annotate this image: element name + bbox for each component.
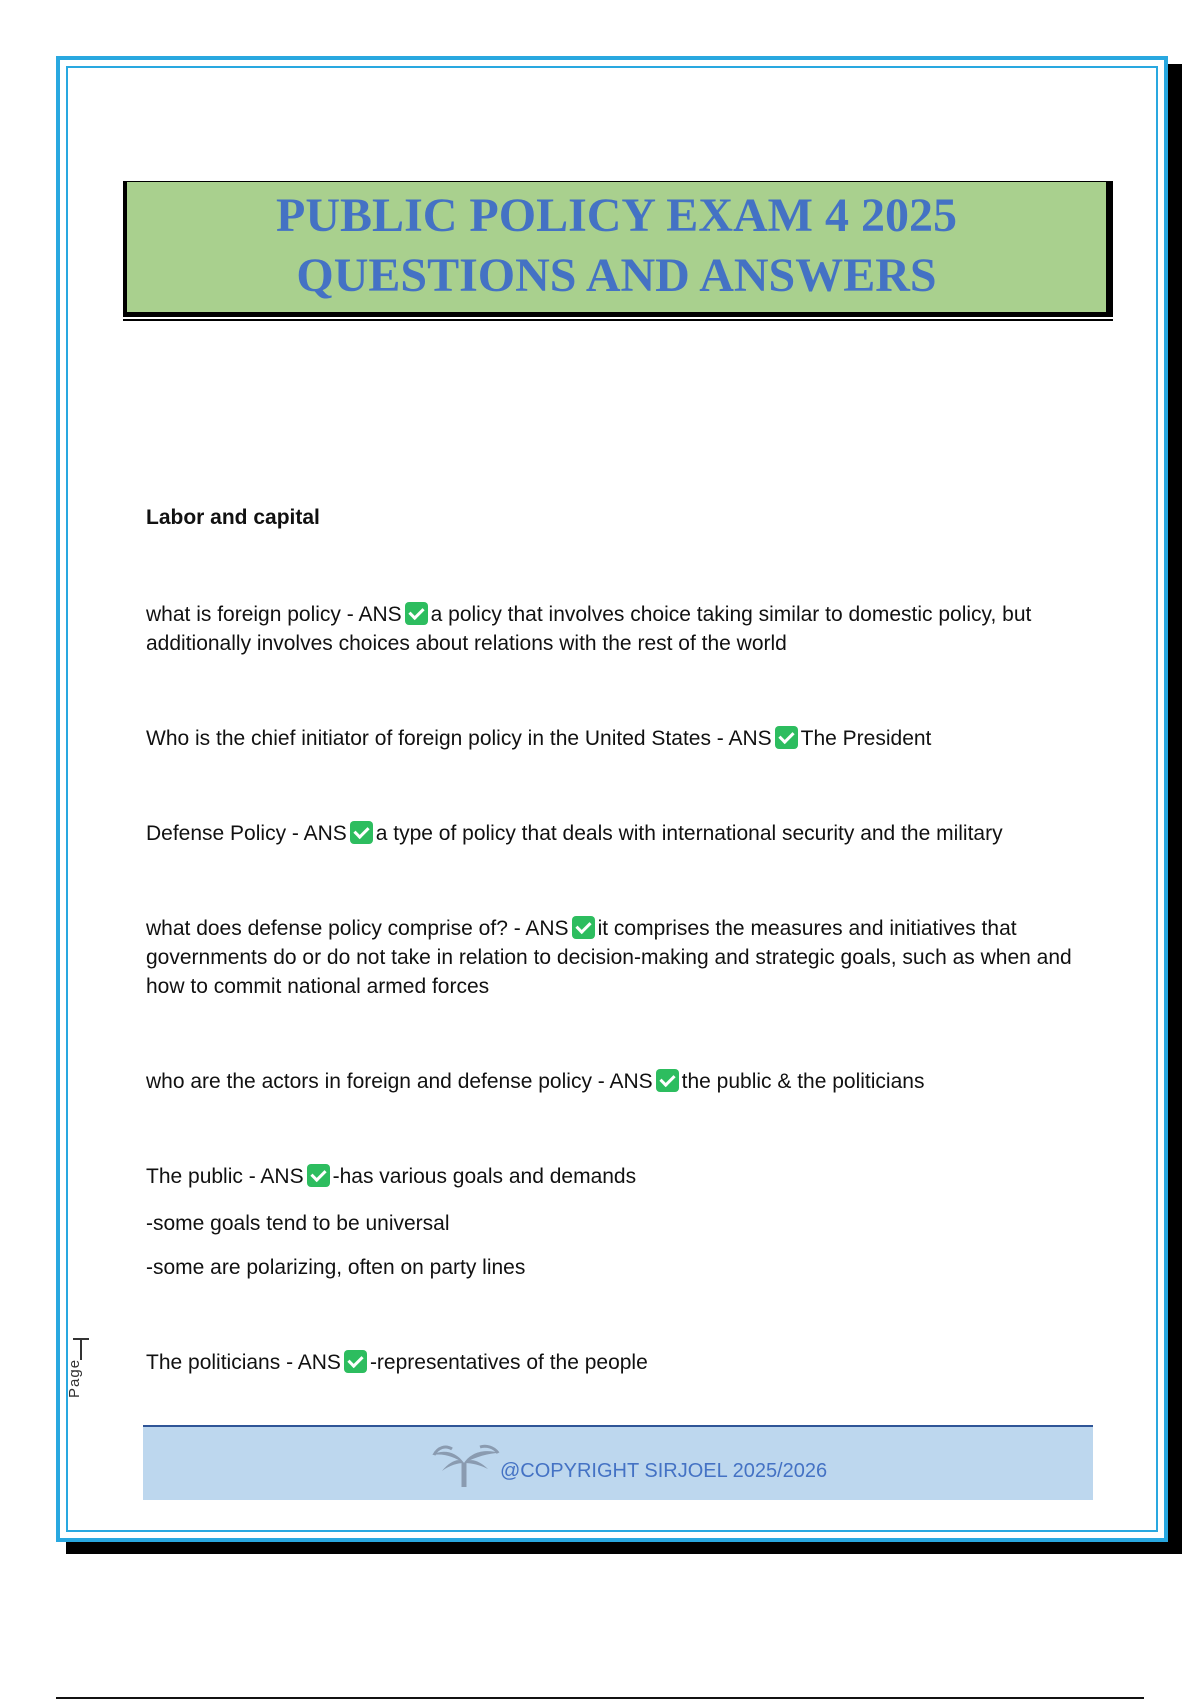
qa-item — [146, 1348, 1086, 1377]
green-checkmark-icon — [350, 821, 373, 844]
green-checkmark-icon — [307, 1164, 330, 1187]
answer-text: a policy that involves choice taking similar to domestic policy, but additionally involves choices about relations with the rest of the world — [146, 603, 1032, 655]
section-heading: Labor and capital — [146, 506, 320, 529]
page-number-marker — [80, 1338, 82, 1360]
title-line-1: PUBLIC POLICY EXAM 4 2025 — [276, 189, 957, 242]
qa-item — [146, 600, 1086, 658]
qa-item — [146, 1162, 1086, 1191]
answer-extra-line: -some goals tend to be universal — [146, 1212, 450, 1235]
answer-marker: ANS — [303, 822, 347, 845]
question-text: who are the actors in foreign and defense policy - — [146, 1070, 610, 1093]
answer-marker: ANS — [260, 1165, 304, 1188]
answer-marker: ANS — [358, 603, 402, 626]
answer-marker: ANS — [525, 917, 569, 940]
answer-marker: ANS — [297, 1351, 341, 1374]
answer-text: the public & the politicians — [681, 1070, 925, 1093]
answer-marker: ANS — [728, 727, 772, 750]
answer-text: -has various goals and demands — [332, 1165, 637, 1188]
qa-item — [146, 819, 1086, 848]
qa-item — [146, 724, 1086, 753]
answer-text: a type of policy that deals with international security and the military — [375, 822, 1003, 845]
title-line-2: QUESTIONS AND ANSWERS — [296, 249, 937, 302]
qa-item — [146, 914, 1086, 1001]
green-checkmark-icon — [344, 1350, 367, 1373]
title-banner — [123, 181, 1113, 317]
question-text: what is foreign policy - — [146, 603, 359, 626]
green-checkmark-icon — [775, 726, 798, 749]
question-text: The politicians - — [146, 1351, 298, 1374]
green-checkmark-icon — [656, 1069, 679, 1092]
page-label-text: Page — [66, 1358, 83, 1398]
qa-item — [146, 1067, 1086, 1096]
answer-extra-line: -some are polarizing, often on party lines — [146, 1256, 526, 1279]
answer-marker: ANS — [609, 1070, 653, 1093]
footer-copyright: @COPYRIGHT SIRJOEL 2025/2026 — [500, 1460, 828, 1482]
answer-text: it comprises the measures and initiatives that governments do or do not take in relation to decision-making and strategic goals, such as when and how to commit national armed forces — [146, 917, 1072, 998]
bottom-rule — [56, 1697, 1144, 1699]
answer-text: -representatives of the people — [369, 1351, 648, 1374]
green-checkmark-icon — [572, 916, 595, 939]
question-text: Defense Policy - — [146, 822, 304, 845]
question-text: The public - — [146, 1165, 261, 1188]
question-text: what does defense policy comprise of? - — [146, 917, 526, 940]
footer-band — [143, 1425, 1093, 1500]
answer-text: The President — [800, 727, 932, 750]
question-text: Who is the chief initiator of foreign policy in the United States - — [146, 727, 729, 750]
document-title — [127, 186, 1106, 306]
green-checkmark-icon — [405, 602, 428, 625]
page-number-label — [64, 1338, 110, 1398]
palm-tree-logo-icon — [430, 1441, 502, 1489]
